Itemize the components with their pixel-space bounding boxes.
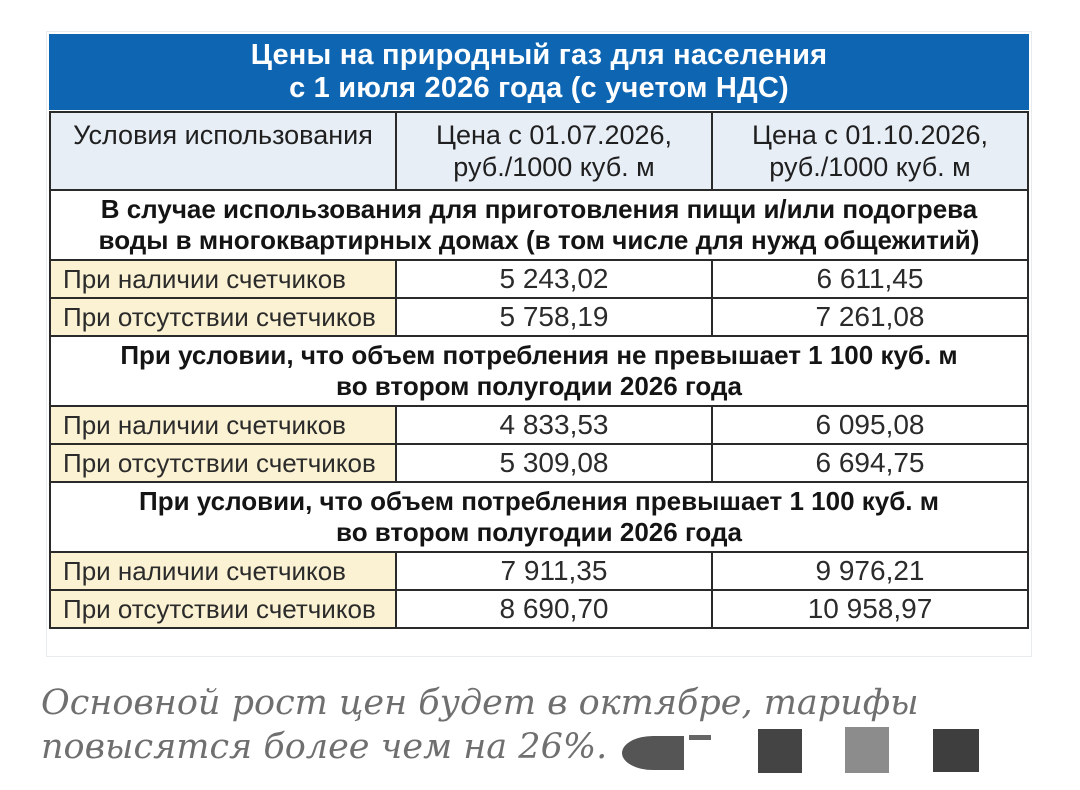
redaction-mark	[758, 729, 802, 773]
row-price-oct: 7 261,08	[712, 298, 1028, 336]
redaction-mark	[845, 727, 889, 773]
row-price-july: 8 690,70	[396, 590, 712, 628]
section-title	[50, 336, 1028, 406]
row-price-july: 5 758,19	[396, 298, 712, 336]
section-title-line-2: во втором полугодии 2026 года	[336, 371, 742, 401]
header-price-oct	[712, 112, 1028, 190]
row-price-july: 7 911,35	[396, 552, 712, 590]
header-price-july-line-2: руб./1000 куб. м	[453, 152, 655, 182]
row-condition: При наличии счетчиков	[50, 260, 396, 298]
section-title-line-1: В случае использования для приготовления пищи и/или подогрева	[100, 194, 978, 224]
row-condition: При наличии счетчиков	[50, 552, 396, 590]
caption-line-1: Основной рост цен будет в октябре, тарифы	[41, 683, 919, 723]
row-condition: При отсутствии счетчиков	[50, 298, 396, 336]
table-title-line-1: Цены на природный газ для населения	[250, 39, 828, 71]
row-price-july: 4 833,53	[396, 406, 712, 444]
section-title-row	[50, 482, 1028, 552]
row-price-july: 5 243,02	[396, 260, 712, 298]
header-price-oct-line-2: руб./1000 куб. м	[769, 152, 971, 182]
row-price-oct: 6 694,75	[712, 444, 1028, 482]
redaction-mark	[933, 729, 979, 772]
table-row	[50, 444, 1028, 482]
section-title-row	[50, 336, 1028, 406]
header-condition: Условия использования	[50, 112, 396, 190]
header-price-july	[396, 112, 712, 190]
section-title-row	[50, 190, 1028, 260]
table-header-row	[50, 112, 1028, 190]
header-price-july-line-1: Цена с 01.07.2026,	[435, 120, 673, 150]
caption-line-2: повысятся более чем на 26%.	[41, 727, 608, 767]
table-title-line-2: с 1 июля 2026 года (с учетом НДС)	[289, 72, 789, 104]
row-price-oct: 6 095,08	[712, 406, 1028, 444]
table-row	[50, 406, 1028, 444]
price-table-card	[47, 32, 1031, 656]
redaction-mark	[622, 736, 684, 770]
row-price-oct: 9 976,21	[712, 552, 1028, 590]
table-title	[49, 34, 1029, 110]
table-row	[50, 552, 1028, 590]
section-title-line-2: воды в многоквартирных домах (в том числе для нужд общежитий)	[98, 225, 980, 255]
section-title	[50, 482, 1028, 552]
row-price-july: 5 309,08	[396, 444, 712, 482]
row-price-oct: 6 611,45	[712, 260, 1028, 298]
price-table	[49, 111, 1029, 629]
table-row	[50, 590, 1028, 628]
section-title-line-2: во втором полугодии 2026 года	[336, 517, 742, 547]
row-condition: При отсутствии счетчиков	[50, 444, 396, 482]
table-row	[50, 260, 1028, 298]
section-title-line-1: При условии, что объем потребления превышает 1 100 куб. м	[139, 486, 939, 516]
header-price-oct-line-1: Цена с 01.10.2026,	[751, 120, 989, 150]
row-condition: При наличии счетчиков	[50, 406, 396, 444]
table-row	[50, 298, 1028, 336]
caption	[41, 681, 1041, 769]
row-condition: При отсутствии счетчиков	[50, 590, 396, 628]
redaction-mark	[689, 735, 711, 740]
section-title	[50, 190, 1028, 260]
section-title-line-1: При условии, что объем потребления не превышает 1 100 куб. м	[120, 340, 958, 370]
row-price-oct: 10 958,97	[712, 590, 1028, 628]
